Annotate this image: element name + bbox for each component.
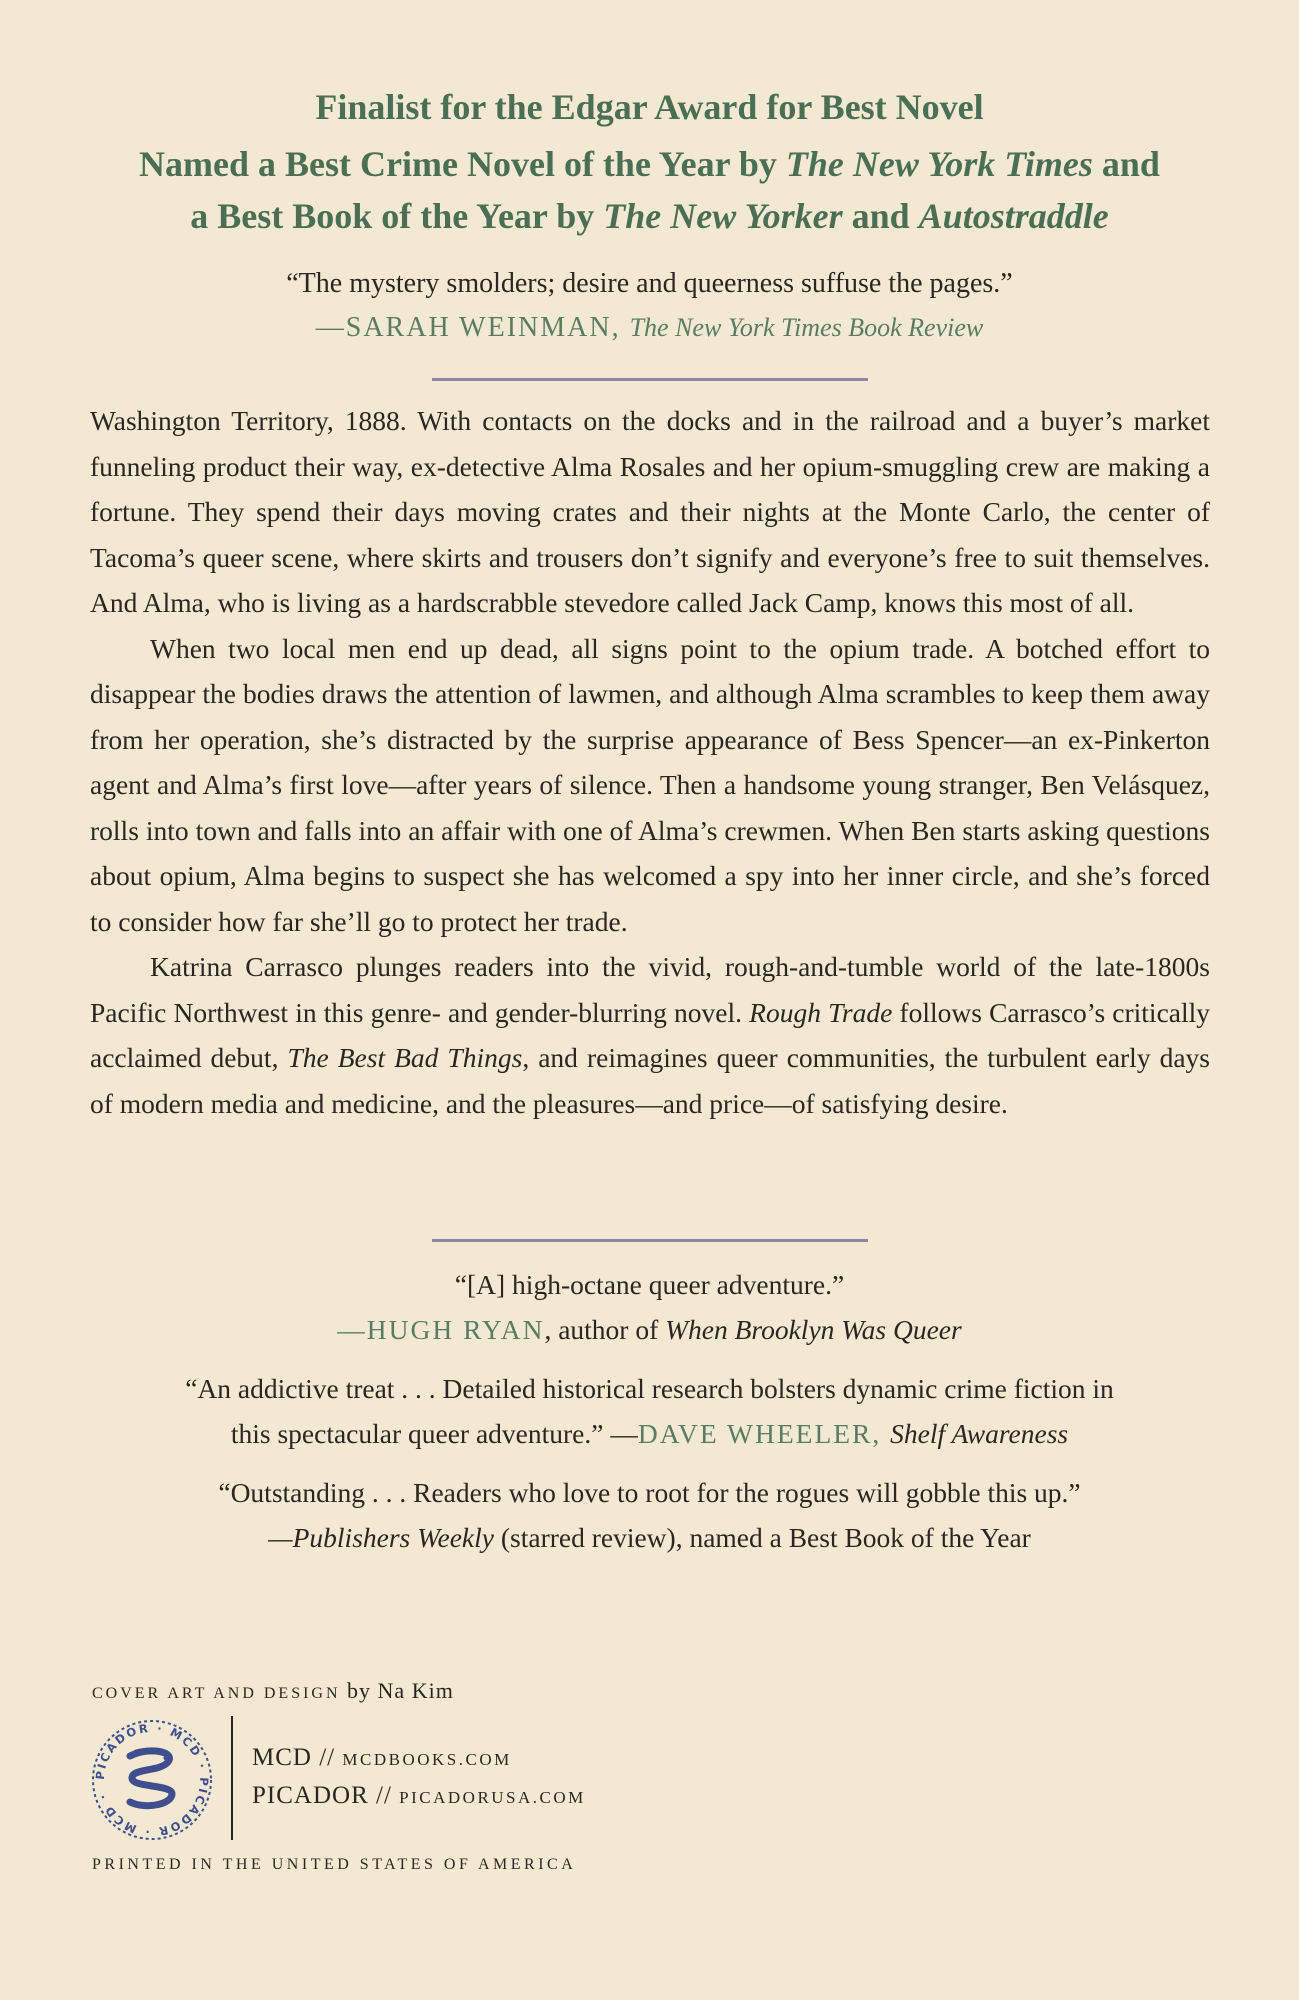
description-paragraph-1: Washington Territory, 1888. With contacts on the docks and in the railroad and a buyer’s market funneling product their way, ex-detective Alma Rosales and her opium-smuggling crew are making a fortune. They spend their days moving crates and their nights at the Monte Carlo, the center of Tacoma’s queer scene, where skirts and trousers don’t signify and everyone’s free to suit themselves. And Alma, who is living as a hardscrabble stevedore called Jack Camp, knows this most of all.: [90, 405, 1210, 618]
svg-text:PICADOR · MCD · PICADOR · MCD: [93, 1721, 211, 1839]
review-quote: “Outstanding . . . Readers who love to root for the rogues will gobble this up.” —Publishers Weekly (starred review), named a Best Book of the Year: [218, 1477, 1081, 1553]
top-review-quote: [0, 262, 1299, 350]
review-source: Shelf Awareness: [890, 1418, 1069, 1449]
quote-text: “The mystery smolders; desire and queerness suffuse the pages.”: [286, 268, 1013, 299]
picador-mcd-seal-logo: [90, 1718, 214, 1842]
book-description: [90, 398, 1210, 1126]
picador-imprint: PICADOR // PICADORUSA.COM: [252, 1782, 586, 1809]
book-title: Rough Trade: [749, 996, 893, 1028]
quote-attribution: —SARAH WEINMAN, The New York Times Book Review: [315, 312, 984, 343]
review-source: Publishers Weekly: [292, 1522, 494, 1553]
mcd-url: MCDBOOKS.COM: [342, 1750, 512, 1769]
review-quote: “[A] high-octane queer adventure.” —HUGH RYAN, author of When Brooklyn Was Queer: [337, 1269, 962, 1345]
best-of-year-lines: Named a Best Crime Novel of the Year by The New York Times and a Best Book of the Year by The New Yorker and Autostraddle: [139, 144, 1160, 236]
mcd-imprint: MCD // MCDBOOKS.COM: [252, 1744, 512, 1771]
review-quotes: [0, 1262, 1299, 1574]
seal-text: PICADOR · MCD · PICADOR · MCD ·: [92, 1720, 212, 1840]
edgar-finalist-line: Finalist for the Edgar Award for Best Novel: [315, 87, 984, 127]
description-paragraph-3: Katrina Carrasco plunges readers into the vivid, rough-and-tumble world of the late-1800s Pacific Northwest in this genre- and gender-blurring novel. Rough Trade follows Carrasco’s critically acclaimed debut, The Best Bad Things, and reimagines queer communities, the turbulent early days of modern media and medicine, and the pleasures—and price—of satisfying desire.: [90, 951, 1211, 1119]
printed-in-usa: PRINTED IN THE UNITED STATES OF AMERICA: [92, 1856, 577, 1873]
vertical-divider: [231, 1716, 233, 1840]
review-source: The New York Times Book Review: [629, 313, 984, 342]
reviewer-name: DAVE WHEELER: [637, 1418, 873, 1449]
reviewer-name: HUGH RYAN: [366, 1314, 545, 1345]
new-yorker-title: The New Yorker: [603, 196, 843, 236]
picador-url: PICADORUSA.COM: [399, 1788, 586, 1807]
reviewer-name: SARAH WEINMAN: [345, 312, 612, 343]
autostraddle-title: Autostraddle: [918, 196, 1109, 236]
cover-credit: COVER ART AND DESIGN by Na Kim: [92, 1678, 454, 1703]
divider-rule: [432, 1239, 868, 1242]
review-source: When Brooklyn Was Queer: [665, 1314, 962, 1345]
nyt-title: The New York Times: [785, 144, 1093, 184]
debut-title: The Best Bad Things: [287, 1042, 523, 1073]
publisher-imprints: [252, 1740, 586, 1816]
divider-rule: [432, 378, 868, 381]
review-quote: “An addictive treat . . . Detailed historical research bolsters dynamic crime fiction in this spectacular queer adventure.” —DAVE WHEELER, Shelf Awareness: [185, 1373, 1114, 1449]
accolades: [0, 82, 1299, 242]
description-paragraph-2: When two local men end up dead, all signs point to the opium trade. A botched effort to disappear the bodies draws the attention of lawmen, and although Alma scrambles to keep them away from her operation, she’s distracted by the surprise appearance of Bess Spencer—an ex-Pinkerton agent and Alma’s first love—after years of silence. Then a handsome young stranger, Ben Velásquez, rolls into town and falls into an affair with one of Alma’s crewmen. When Ben starts asking questions about opium, Alma begins to suspect she has welcomed a spy into her inner circle, and she’s forced to consider how far she’ll go to protect her trade.: [90, 632, 1210, 937]
